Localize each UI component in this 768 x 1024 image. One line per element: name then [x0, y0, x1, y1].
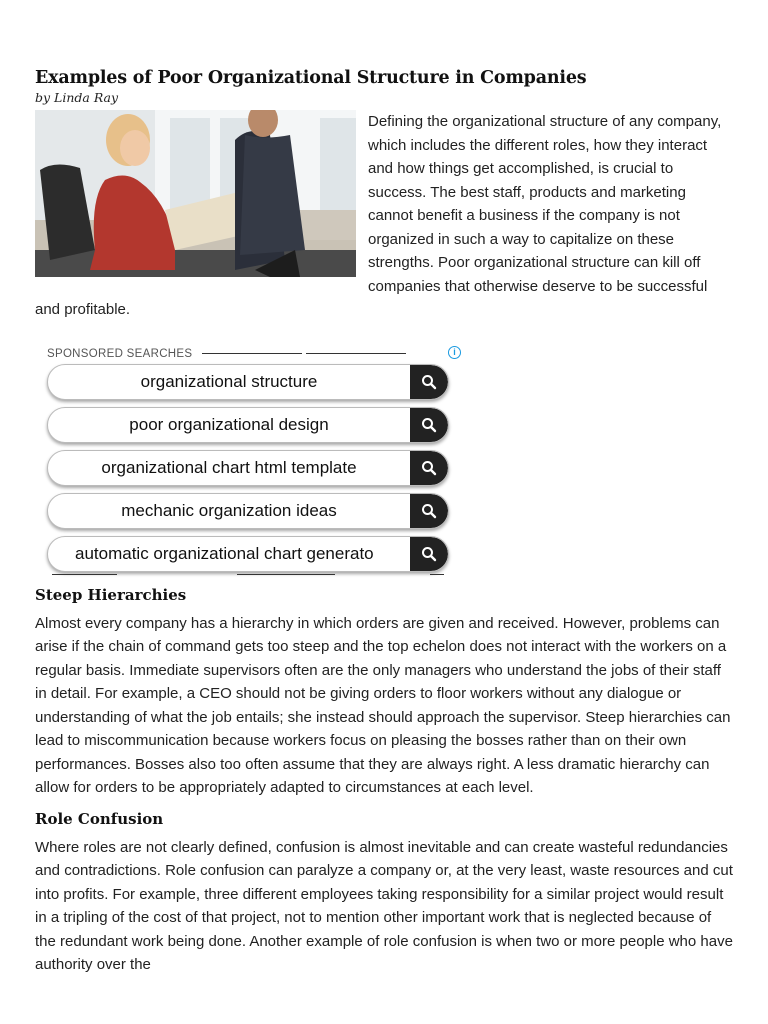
- sponsored-search-item[interactable]: [47, 493, 449, 529]
- search-icon[interactable]: [410, 451, 448, 485]
- sponsored-search-label: organizational structure: [140, 371, 318, 391]
- info-icon[interactable]: i: [448, 346, 461, 359]
- section-heading: Steep Hierarchies: [35, 585, 187, 604]
- sponsored-searches: [47, 344, 459, 576]
- sponsored-heading: SPONSORED SEARCHES: [47, 347, 193, 360]
- divider: [306, 353, 406, 354]
- article: [35, 66, 735, 977]
- article-intro: Defining the organizational structure of any company, which includes the different roles, how they interact and how things get accomplished, is crucial to success. The best staff, products and marketing cannot benefit a business if the company is not organized in such a way to capitalize on these strengths. Poor organizational structure can kill off companies that otherwise deserve to be successful and profitable.: [35, 113, 722, 318]
- sponsored-search-item[interactable]: [47, 536, 449, 572]
- sponsored-search-item[interactable]: [47, 407, 449, 443]
- sponsored-search-item[interactable]: [47, 450, 449, 486]
- sponsored-search-item[interactable]: [47, 364, 449, 400]
- sponsored-footer: [47, 574, 459, 576]
- sponsored-search-label: automatic organizational chart generato: [75, 543, 374, 563]
- search-icon[interactable]: [410, 494, 448, 528]
- sponsored-heading-row: [47, 344, 459, 364]
- sponsored-search-label: organizational chart html template: [101, 457, 357, 477]
- divider: [202, 353, 302, 354]
- search-icon[interactable]: [410, 537, 448, 571]
- section-text: Where roles are not clearly defined, confusion is almost inevitable and can create wasteful redundancies and contradictions. Role confusion can paralyze a company or, at the very least, waste resources and cut into profits. For example, three different employees taking responsibility for a similar project would result in a tripling of the cost of that project, not to mention other important work that is neglected because of the redundant work being done. Another example of role confusion is when two or more people who have authority over the: [35, 838, 733, 973]
- sponsored-search-label: poor organizational design: [129, 414, 329, 434]
- section-heading: Role Confusion: [35, 809, 164, 828]
- article-byline: by Linda Ray: [35, 90, 119, 105]
- sponsored-search-label: mechanic organization ideas: [121, 500, 337, 520]
- section-text: Almost every company has a hierarchy in which orders are given and received. However, problems can arise if the chain of command gets too steep and the top echelon does not interact with the workers on a regular basis. Immediate supervisors often are the only managers who understand the jobs of their staff in detail. For example, a CEO should not be giving orders to floor workers without any dialogue or understanding of what the job entails; she instead should approach the supervisor. Steep hierarchies can lead to miscommunication because workers focus on pleasing the bosses rather than on their own performances. Bosses also too often assume that they are always right. A less dramatic hierarchy can allow for orders to be appropriately adapted to circumstances at each level.: [35, 614, 731, 796]
- article-title: Examples of Poor Organizational Structure in Companies: [35, 68, 587, 88]
- search-icon[interactable]: [410, 365, 448, 399]
- article-photo: [35, 110, 356, 277]
- search-icon[interactable]: [410, 408, 448, 442]
